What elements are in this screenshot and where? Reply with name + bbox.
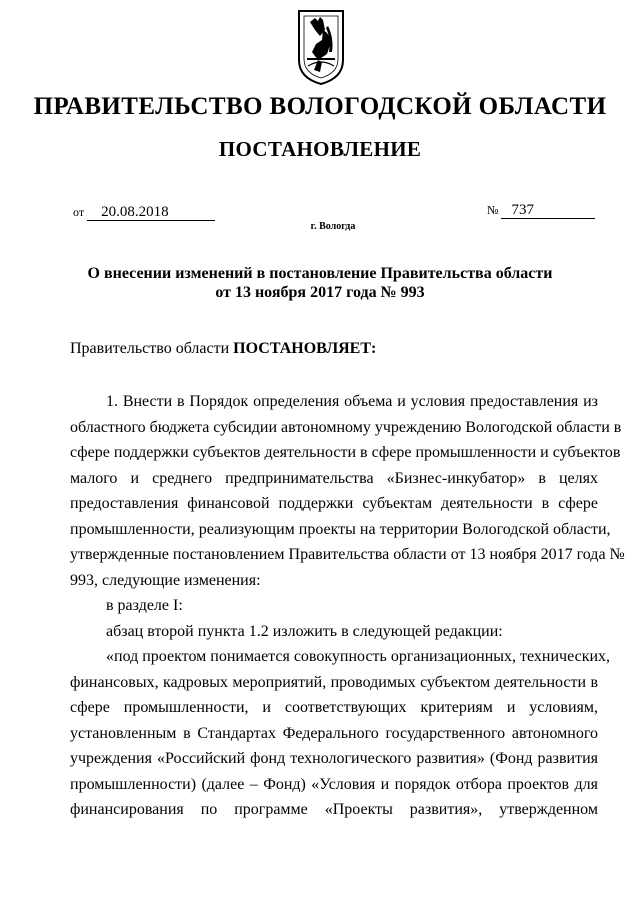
body-line: абзац второй пункта 1.2 изложить в следующей редакции: [106, 622, 503, 640]
body-line: сфере поддержки субъектов деятельности в сфере промышленности и субъектов [70, 444, 621, 461]
subject-line: О внесении изменений в постановление Правительства области [87, 265, 553, 282]
body-line: областного бюджета субсидии автономному учреждению Вологодской области в [70, 418, 622, 436]
date-row [73, 205, 215, 221]
decree-subject: Правительство области [70, 340, 230, 357]
date-value: 20.08.2018 [87, 205, 215, 221]
body-line: финансирования по программе «Проекты развития», утвержденном [70, 801, 598, 818]
government-title: ПРАВИТЕЛЬСТВО ВОЛОГОДСКОЙ ОБЛАСТИ [33, 93, 607, 120]
number-row [487, 203, 595, 219]
body-line: учреждения «Российский фонд технологического развития» (Фонд развития [70, 750, 598, 767]
body-line: малого и среднего предпринимательства «Бизнес-инкубатор» в целях [70, 469, 598, 487]
document-subject [0, 264, 640, 302]
decree-verb: ПОСТАНОВЛЯЕТ: [233, 340, 377, 357]
body-line: 1. Внести в Порядок определения объема и условия предоставления из [106, 393, 598, 410]
date-prefix: от [73, 205, 85, 219]
body-line: утвержденные постановлением Правительства области от 13 ноября 2017 года № [70, 546, 625, 563]
subject-line: от 13 ноября 2017 года № 993 [215, 284, 425, 301]
number-value: 737 [501, 203, 595, 219]
document-body [70, 389, 625, 823]
body-line: финансовых, кадровых мероприятий, проводимых субъектом деятельности в [70, 673, 598, 691]
coat-of-arms-emblem [296, 8, 346, 86]
body-line: сфере промышленности, и соответствующих критериям и условиям, [70, 699, 598, 716]
body-line: в разделе I: [106, 597, 183, 614]
body-line: промышленности) (далее – Фонд) «Условия и порядок отбора проектов для [70, 775, 598, 793]
body-line: «под проектом понимается совокупность организационных, технических, [106, 648, 611, 665]
number-prefix: № [487, 203, 499, 217]
body-line: промышленности, реализующим проекты на территории Вологодской области, [70, 520, 611, 538]
body-line: 993, следующие изменения: [70, 571, 261, 589]
body-line: предоставления финансовой поддержки субъектам деятельности в сфере [70, 495, 598, 512]
body-line: установленным в Стандартах Федерального государственного автономного [70, 724, 598, 742]
city-label: г. Вологда [310, 221, 356, 232]
decree-statement [70, 340, 376, 358]
document-type: ПОСТАНОВЛЕНИЕ [218, 137, 422, 161]
